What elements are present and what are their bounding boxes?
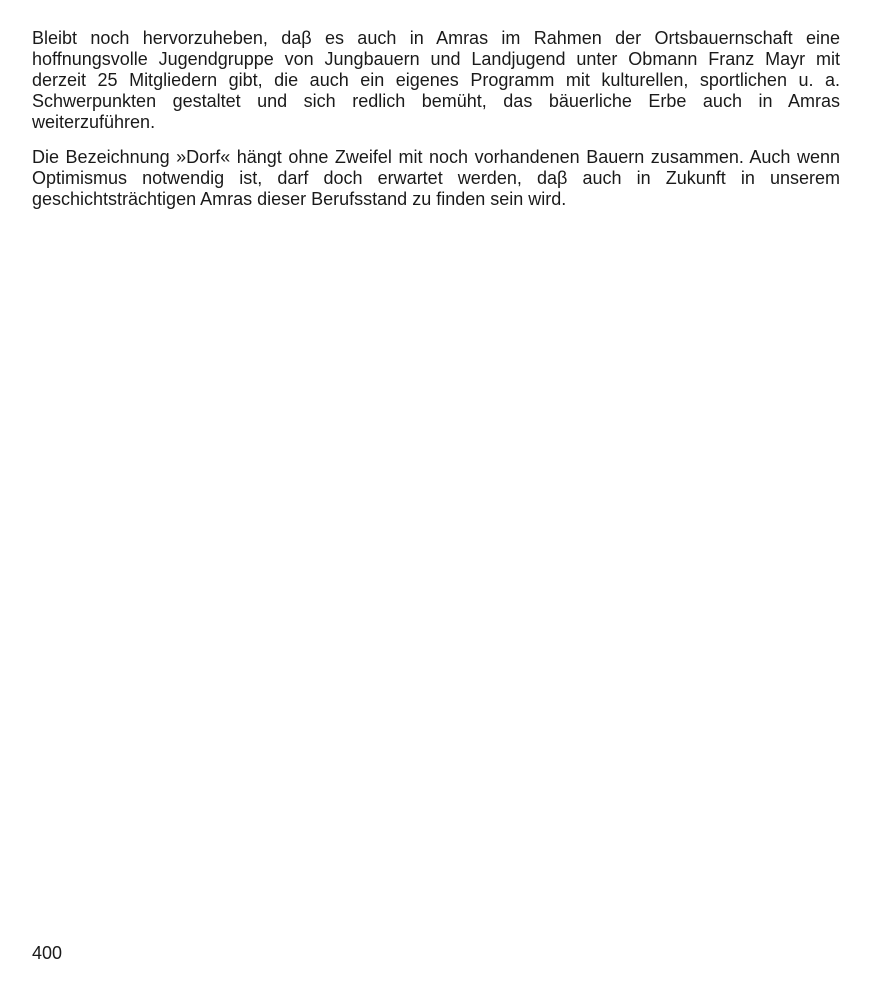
page-number: 400 — [32, 943, 63, 963]
page-content — [32, 28, 840, 210]
paragraph-jugendgruppe: Bleibt noch hervorzuheben, daβ es auch in Amras im Rahmen der Ortsbauernschaft eine hoffnungsvolle Jugendgruppe von Jungbauern und Landjugend unter Obmann Franz Mayr mit derzeit 25 Mitgliedern gibt, die auch ein eigenes Programm mit kulturellen, sportlichen u. a. Schwerpunkten gestaltet und sich redlich bemüht, das bäuerliche Erbe auch in Amras weiterzuführen. — [32, 28, 840, 132]
paragraph-dorf: Die Bezeichnung »Dorf« hängt ohne Zweifel mit noch vorhandenen Bauern zusammen. Auch wenn Optimismus notwendig ist, darf doch erwartet werden, daβ auch in Zukunft in unserem geschichtsträchtigen Amras dieser Berufsstand zu finden sein wird. — [32, 147, 840, 209]
